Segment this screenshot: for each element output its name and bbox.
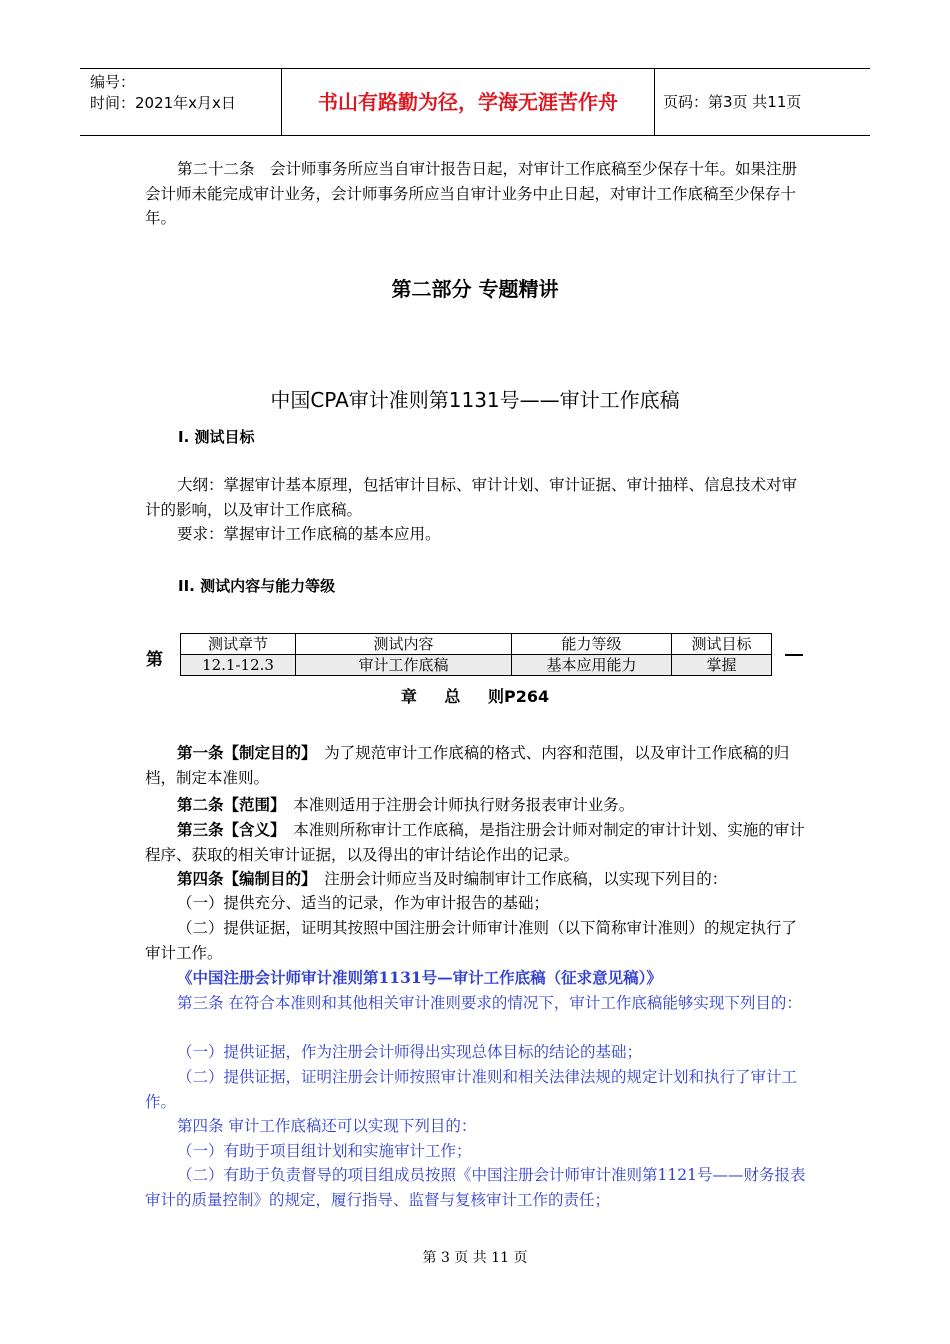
- article-3: [145, 818, 807, 867]
- table-header-cell: 测试内容: [296, 634, 512, 655]
- article-1: [145, 741, 807, 790]
- page-header: [80, 68, 870, 136]
- date-label: 时间：2021年x月x日: [90, 94, 236, 112]
- draft-article-3: 第三条 在符合本准则和其他相关审计准则要求的情况下，审计工作底稿能够实现下列目的：: [177, 994, 802, 1012]
- article-text: 本准则所称审计工作底稿，是指注册会计师对制定的审计计划、实施的审计程序、获取的相关审计证据，以及得出的审计结论作出的记录。: [145, 821, 805, 864]
- draft-article4-item-2: （二）有助于负责督导的项目组成员按照《中国注册会计师审计准则第1121号——财务报表审计的质量控制》的规定，履行指导、监督与复核审计工作的责任；: [145, 1166, 806, 1209]
- table-cell: 掌握: [672, 655, 772, 676]
- article-text: 注册会计师应当及时编制审计工作底稿，以实现下列目的：: [324, 870, 728, 888]
- table-cell: 基本应用能力: [512, 655, 672, 676]
- page-footer: 第 3 页 共 11 页: [422, 1250, 528, 1266]
- section1-outline: 大纲：掌握审计基本原理，包括审计目标、审计计划、审计证据、审计抽样、信息技术对审计的影响，以及审计工作底稿。: [145, 476, 798, 519]
- draft-article4-item-1: （一）有助于项目组计划和实施审计工作；: [177, 1142, 472, 1160]
- article-label: 第二条【范围】: [177, 795, 278, 814]
- article-text: 为了规范审计工作底稿的格式、内容和范围，以及审计工作底稿的归档，制定本准则。: [145, 744, 790, 787]
- table-cell: 12.1-12.3: [181, 655, 296, 676]
- article-label: 第四条【编制目的】: [177, 869, 309, 888]
- header-motto: 书山有路勤为径，学海无涯苦作舟: [281, 69, 655, 135]
- section2-heading: II. 测试内容与能力等级: [178, 577, 336, 595]
- chapter-word: 章: [400, 687, 417, 706]
- document-title: 中国CPA审计准则第1131号——审计工作底稿: [270, 388, 680, 412]
- section1-heading: I. 测试目标: [178, 428, 255, 446]
- draft-article3-item-1: （一）提供证据，作为注册会计师得出实现总体目标的结论的基础；: [177, 1043, 643, 1061]
- draft-title: 《中国注册会计师审计准则第1131号—审计工作底稿（征求意见稿）》: [177, 968, 662, 987]
- article-label: 第三条【含义】: [177, 820, 278, 839]
- section1-requirement: 要求：掌握审计工作底稿的基本应用。: [177, 525, 441, 543]
- number-label: 编号：: [90, 73, 136, 91]
- draft-article-4: 第四条 审计工作底稿还可以实现下列目的：: [177, 1117, 477, 1135]
- table-header-cell: 能力等级: [512, 634, 672, 655]
- article-text: 本准则适用于注册会计师执行财务报表审计业务。: [293, 796, 635, 814]
- header-meta: [80, 69, 281, 135]
- chapter-left-char: 第: [146, 650, 163, 670]
- chapter-right-char: [785, 654, 803, 656]
- test-table: [180, 633, 772, 676]
- table-cell: 审计工作底稿: [296, 655, 512, 676]
- article-label: 第一条【制定目的】: [177, 743, 309, 762]
- table-header-cell: 测试目标: [672, 634, 772, 655]
- article4-item-2: （二）提供证据，证明其按照中国注册会计师审计准则（以下简称审计准则）的规定执行了审计工作。: [145, 919, 798, 962]
- article-4: [145, 867, 807, 892]
- table-header-row: [181, 634, 772, 655]
- intro-paragraph: 第二十二条 会计师事务所应当自审计报告日起，对审计工作底稿至少保存十年。如果注册会计师未能完成审计业务，会计师事务所应当自审计业务中止日起，对审计工作底稿至少保存十年。: [145, 160, 798, 227]
- chapter-word: 总: [444, 687, 461, 706]
- article4-item-1: （一）提供充分、适当的记录，作为审计报告的基础；: [177, 894, 550, 912]
- draft-article3-item-2: （二）提供证据，证明注册会计师按照审计准则和相关法律法规的规定计划和执行了审计工作。: [145, 1068, 798, 1111]
- header-page-label: 页码：第3页 共11页: [663, 93, 802, 111]
- chapter-heading: [0, 684, 950, 707]
- table-row: [181, 655, 772, 676]
- table-header-cell: 测试章节: [181, 634, 296, 655]
- article-2: [145, 793, 807, 818]
- part-heading: 第二部分 专题精讲: [391, 277, 559, 301]
- chapter-word: 则P264: [488, 687, 550, 706]
